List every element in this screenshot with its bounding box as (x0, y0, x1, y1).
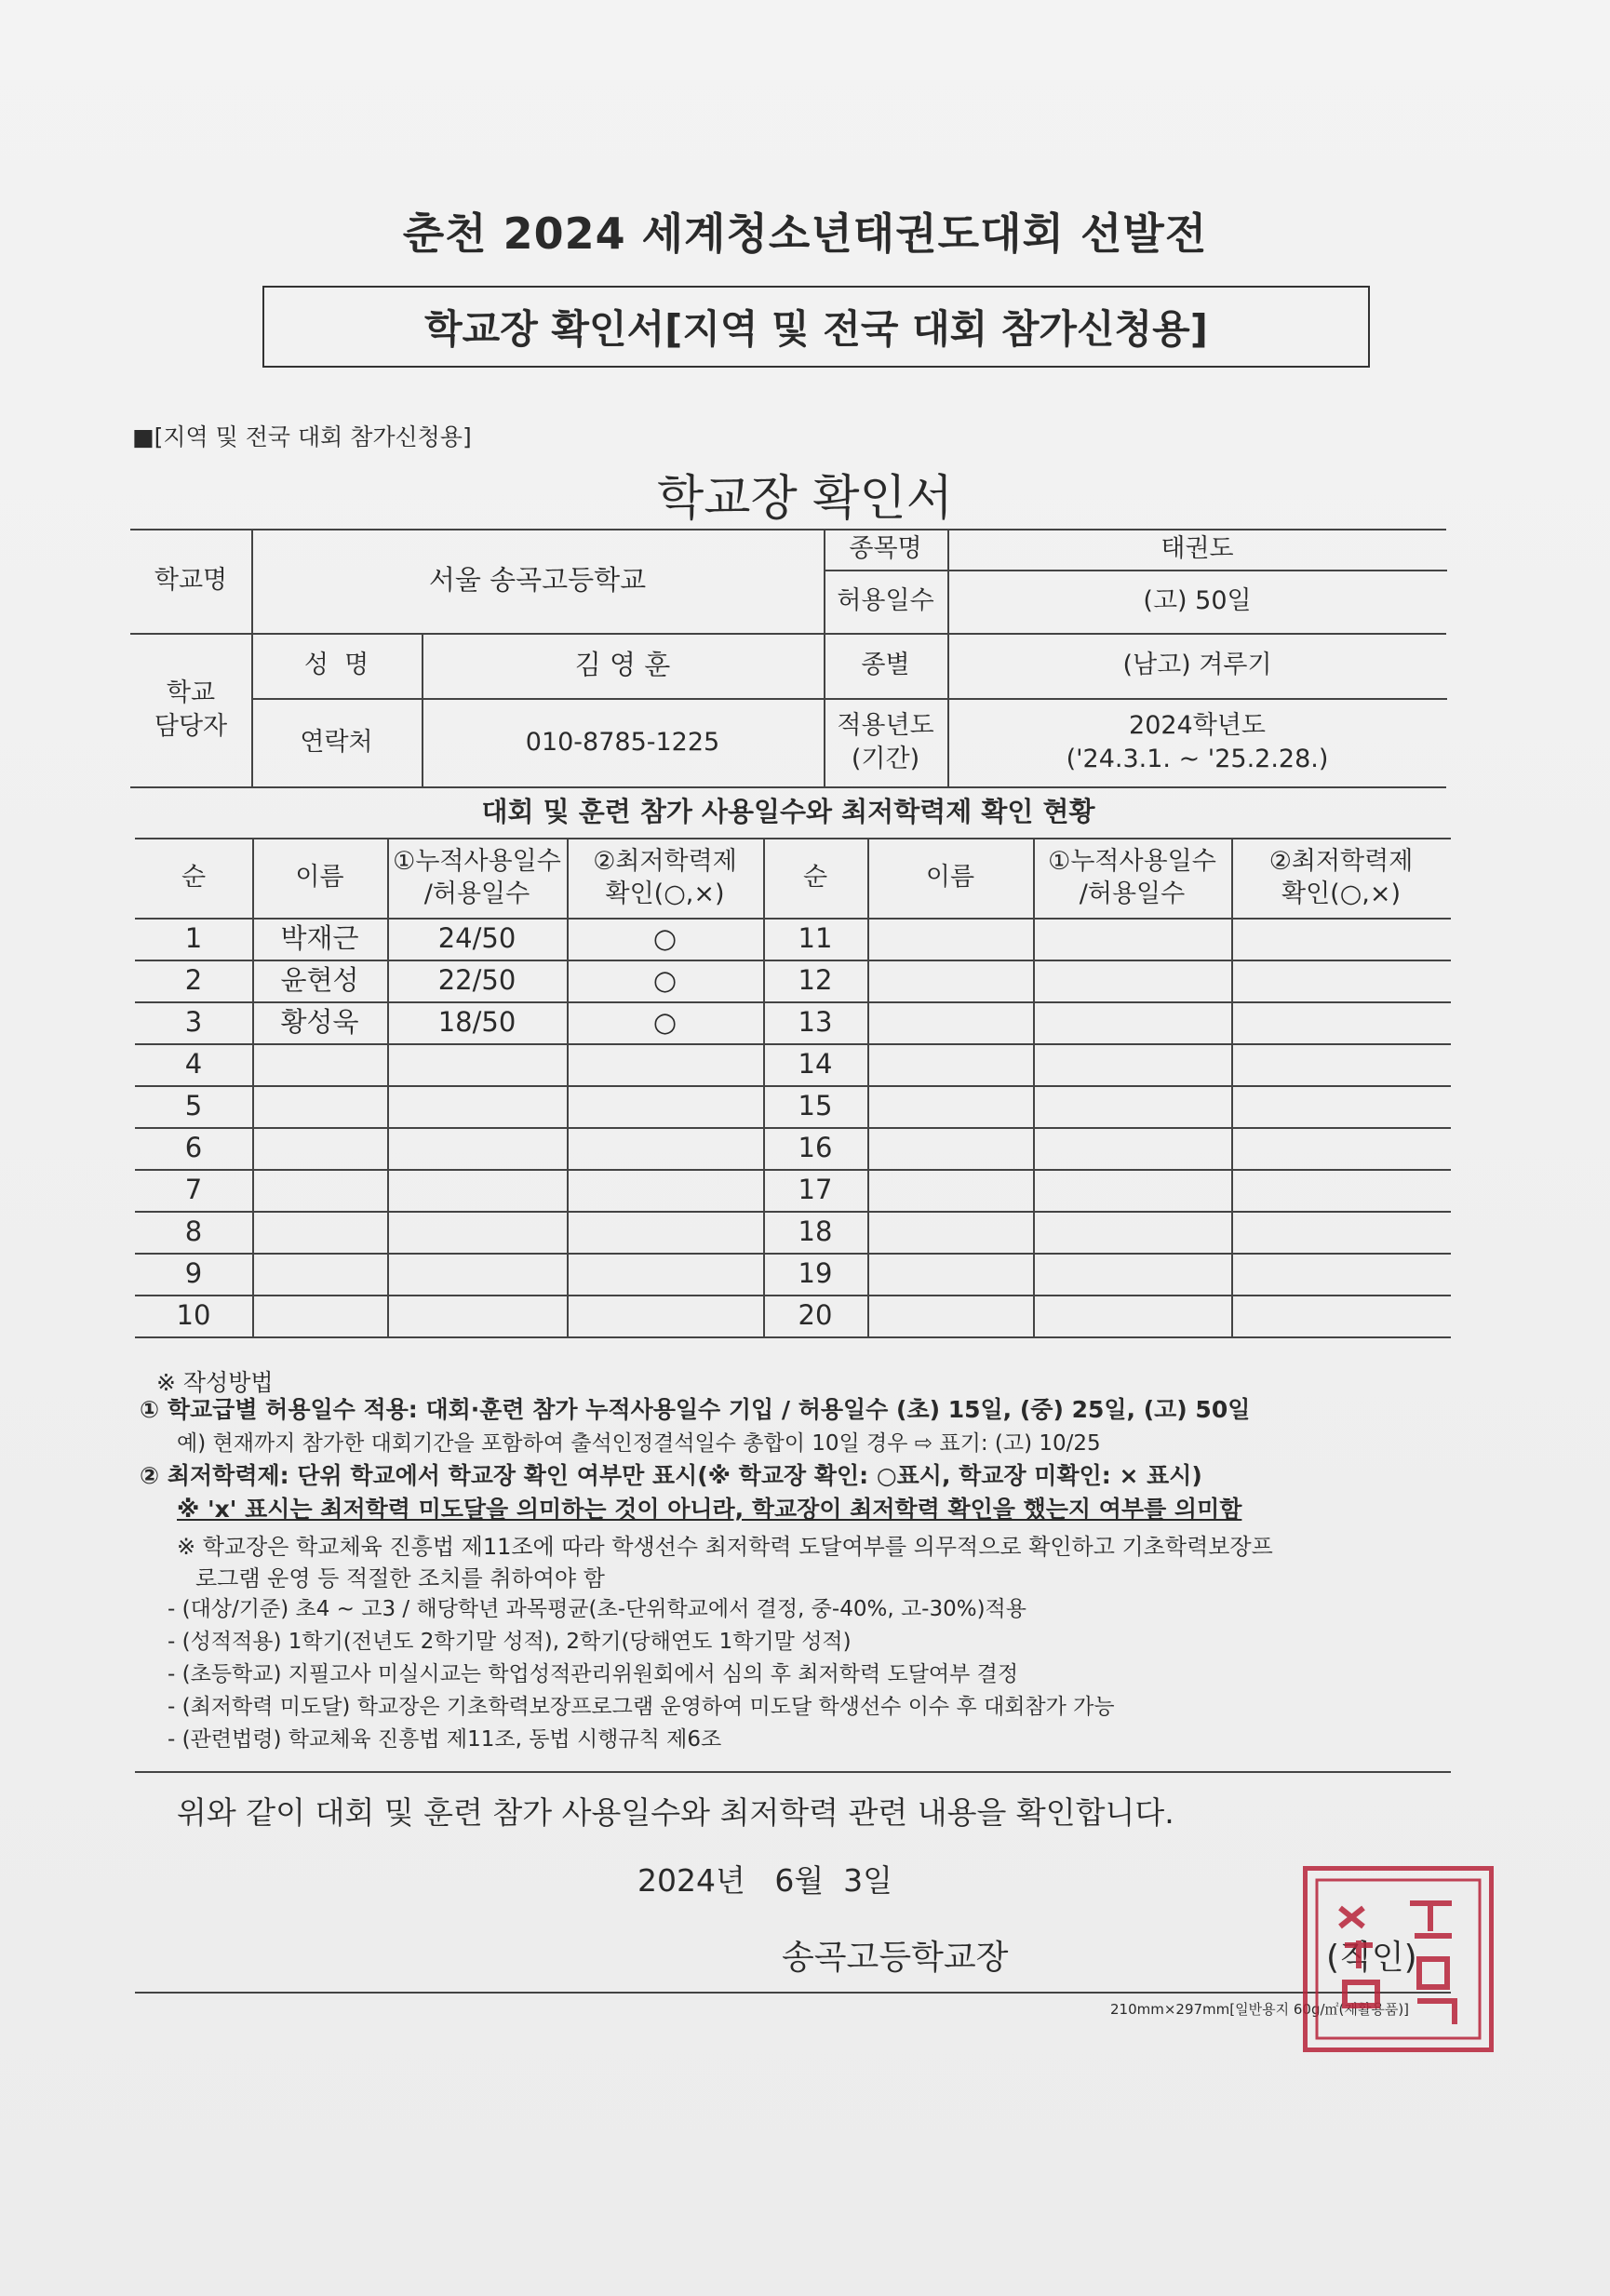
note-d2: - (성적적용) 1학기(전년도 2학기말 성적), 2학기(당해연도 1학기말 성적) (168, 1630, 852, 1654)
col-header-days-right: ①누적사용일수 /허용일수 (1048, 846, 1216, 908)
school-value: 서울 송곡고등학교 (428, 564, 647, 597)
table-cell-no: 7 (184, 1173, 203, 1205)
table-cell-no: 20 (798, 1298, 833, 1331)
table-cell-name (252, 1085, 387, 1127)
table-cell-no: 14 (798, 1047, 833, 1080)
table-cell-check: ○ (652, 963, 678, 996)
table-cell-check: ○ (652, 1005, 678, 1038)
table-cell-check (567, 1295, 763, 1336)
table-cell-no: 15 (798, 1089, 833, 1121)
table-cell-days (387, 1085, 567, 1127)
col-header-no-right: 순 (802, 863, 828, 893)
note-d3: - (초등학교) 지필고사 미실시교는 학업성적관리위원회에서 심의 후 최저학력 도달여부 결정 (168, 1662, 1019, 1686)
category-label: 종별 (861, 651, 910, 680)
table-cell-check (567, 1043, 763, 1085)
table-cell-days (387, 1211, 567, 1253)
table-cell-check (567, 1127, 763, 1169)
notes-heading: ※ 작성방법 (156, 1369, 274, 1396)
table-cell-check (567, 1169, 763, 1211)
table-cell-name: 황성욱 (280, 1005, 359, 1038)
table-caption: 대회 및 훈련 참가 사용일수와 최저학력제 확인 현황 (481, 795, 1095, 827)
table-cell-no: 11 (798, 921, 833, 954)
table-cell-no: 19 (798, 1256, 833, 1289)
table-cell-no: 8 (184, 1215, 203, 1247)
table-cell-days (387, 1295, 567, 1336)
note-d5: - (관련법령) 학교체육 진흥법 제11조, 동법 시행규칙 제6조 (168, 1727, 722, 1752)
table-cell-name (252, 1169, 387, 1211)
table-cell-name (252, 1295, 387, 1336)
apply-year-value: 2024학년도 (1129, 711, 1266, 741)
signer-name: 송곡고등학교장 (782, 1939, 1009, 1977)
confirmation-statement: 위와 같이 대회 및 훈련 참가 사용일수와 최저학력 관련 내용을 확인합니다. (177, 1794, 1174, 1831)
school-seal-stamp (1303, 1866, 1494, 2052)
note-2: ② 최저학력제: 단위 학교에서 학교장 확인 여부만 표시(※ 학교장 확인: ○표시, 학교장 미확인: × 표시) (140, 1462, 1202, 1489)
table-cell-name (252, 1253, 387, 1295)
table-cell-days (387, 1127, 567, 1169)
form-tag: ■[지역 및 전국 대회 참가신청용] (132, 423, 472, 450)
note-d1: - (대상/기준) 초4 ~ 고3 / 해당학년 과목평균(초-단위학교에서 결정, 중-40%, 고-30%)적용 (168, 1597, 1026, 1621)
contact-value: 010-8785-1225 (525, 727, 720, 757)
table-cell-name (252, 1211, 387, 1253)
table-cell-name (252, 1127, 387, 1169)
note-2-b: ※ 학교장은 학교체육 진흥법 제11조에 따라 학생선수 최저학력 도달여부를 의무적으로 확인하고 기초학력보장프 (177, 1534, 1273, 1560)
form-subtitle: 학교장 확인서 (657, 471, 953, 527)
sport-value: 태권도 (1161, 534, 1234, 564)
paper-spec: 210mm×297mm[일반용지 60g/㎡(재활용품)] (1110, 2001, 1410, 2018)
table-cell-days: 22/50 (437, 963, 517, 996)
table-cell-no: 16 (798, 1131, 833, 1163)
table-cell-no: 2 (184, 963, 203, 996)
table-cell-check (567, 1253, 763, 1295)
note-d4: - (최저학력 미도달) 학교장은 기초학력보장프로그램 운영하여 미도달 학생선수 이수 후 대회참가 가능 (168, 1695, 1115, 1719)
table-cell-no: 12 (798, 963, 833, 996)
table-cell-days (387, 1169, 567, 1211)
allowed-days-value: (고) 50일 (1143, 586, 1252, 616)
category-value: (남고) 겨루기 (1122, 651, 1272, 680)
table-cell-no: 17 (798, 1173, 833, 1205)
apply-year-label: 적용년도 (기간) (837, 711, 934, 773)
table-cell-name: 윤현성 (280, 963, 359, 996)
confirmation-date: 2024년 6월 3일 (637, 1862, 893, 1899)
seal-icon (1308, 1871, 1489, 2048)
table-cell-days: 18/50 (437, 1005, 517, 1038)
doc-title: 학교장 확인서[지역 및 전국 대회 참가신청용] (424, 306, 1208, 352)
table-cell-no: 3 (184, 1005, 203, 1038)
table-cell-no: 4 (184, 1047, 203, 1080)
name-label: 성 명 (303, 651, 369, 680)
contact-label: 연락처 (300, 727, 373, 757)
apply-period-value: ('24.3.1. ~ '25.2.28.) (1066, 744, 1329, 773)
col-header-check-right: ②최저학력제 확인(○,×) (1268, 846, 1414, 908)
manager-label: 학교 담당자 (154, 678, 228, 741)
apply-year-block (947, 698, 1447, 786)
col-header-check-left: ②최저학력제 확인(○,×) (593, 846, 737, 908)
table-cell-days (387, 1253, 567, 1295)
table-cell-no: 10 (176, 1298, 211, 1331)
col-header-days-left: ①누적사용일수 /허용일수 (393, 846, 561, 908)
table-cell-check (567, 1211, 763, 1253)
doc-title-box (262, 286, 1370, 368)
table-cell-no: 5 (184, 1089, 203, 1121)
event-title: 춘천 2024 세계청소년태권도대회 선발전 (402, 208, 1208, 259)
note-1-example: 예) 현재까지 참가한 대회기간을 포함하여 출석인정결석일수 총합이 10일 경우 ⇨ 표기: (고) 10/25 (177, 1431, 1101, 1456)
table-cell-no: 6 (184, 1131, 203, 1163)
table-cell-no: 9 (184, 1256, 203, 1289)
seal-label: (직인) (1326, 1939, 1417, 1977)
allowed-days-label: 허용일수 (837, 586, 934, 616)
col-header-no-left: 순 (181, 863, 207, 893)
table-cell-check: ○ (652, 921, 678, 954)
table-cell-no: 18 (798, 1215, 833, 1247)
col-header-name-right: 이름 (925, 863, 975, 893)
col-header-name-left: 이름 (295, 863, 344, 893)
table-cell-no: 13 (798, 1005, 833, 1038)
table-cell-name (252, 1043, 387, 1085)
table-cell-check (567, 1085, 763, 1127)
table-cell-name: 박재근 (280, 921, 359, 954)
school-label: 학교명 (154, 566, 228, 596)
table-cell-no: 1 (184, 921, 203, 954)
name-value: 김 영 훈 (574, 649, 671, 681)
note-2-b2: 로그램 운영 등 적절한 조치를 취하여야 함 (195, 1565, 605, 1591)
note-1: ① 학교급별 허용일수 적용: 대회·훈련 참가 누적사용일수 기입 / 허용일수 (초) 15일, (중) 25일, (고) 50일 (140, 1396, 1251, 1423)
note-2-a: ※ 'x' 표시는 최저학력 미도달을 의미하는 것이 아니라, 학교장이 최저학력 확인을 했는지 여부를 의미함 (177, 1496, 1242, 1523)
table-cell-days (387, 1043, 567, 1085)
sport-label: 종목명 (849, 534, 922, 564)
table-cell-days: 24/50 (437, 921, 517, 954)
